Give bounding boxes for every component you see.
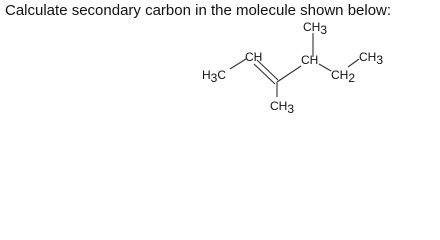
ch-left-label: CH [245,50,263,64]
bond-h3c-to-ch [230,59,246,69]
top-methyl-label: CH3 [303,20,328,37]
left-methyl-label: H3C [202,68,227,85]
question-text: Calculate secondary carbon in the molecule shown below: [5,2,392,19]
right-methyl-label: CH3 [359,50,384,67]
bond-to-right-ch [277,66,301,82]
bond-ch-to-ch2 [319,64,331,71]
bottom-methyl-label: CH3 [270,99,295,116]
ch-right-label: CH [301,53,319,67]
bond-ch2-to-ch3 [348,59,359,67]
ch2-label: CH2 [331,68,356,85]
